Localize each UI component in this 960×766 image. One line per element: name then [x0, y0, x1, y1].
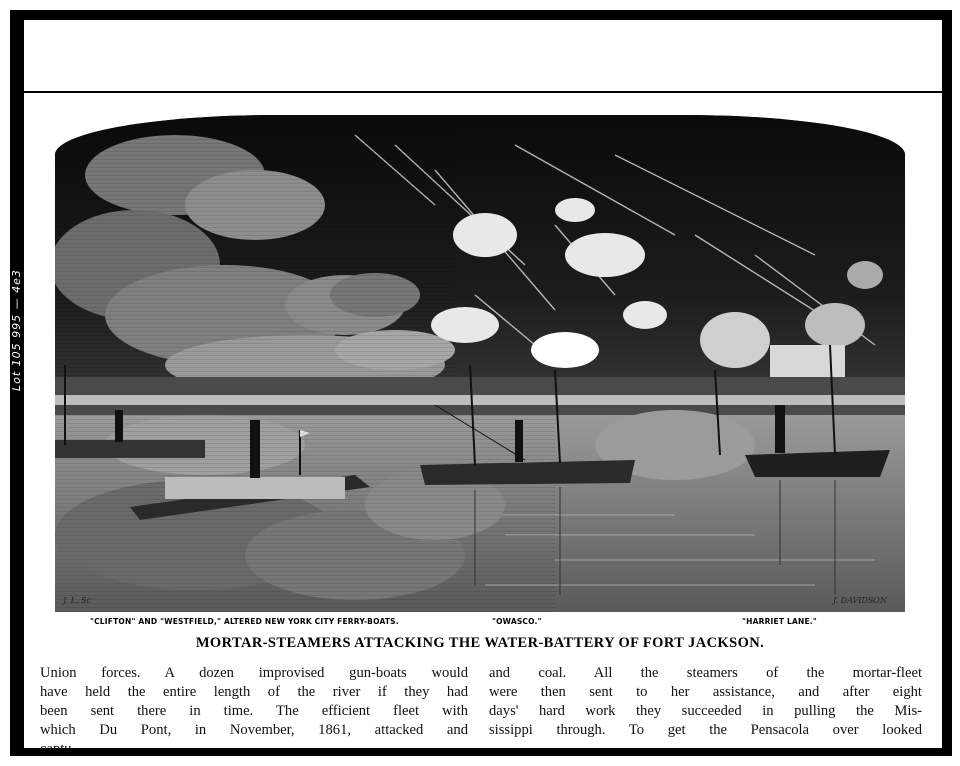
caption-owasco: "OWASCO." [492, 617, 542, 626]
scan-border-bottom [24, 748, 942, 756]
text-line: have held the entire length of the river if they had [40, 684, 468, 700]
text-line: were then sent to her assistance, and after eight [489, 684, 922, 700]
engraving-illustration [55, 115, 905, 612]
scan-border-right [942, 10, 952, 756]
text-line: Union forces. A dozen improvised gun-boats would [40, 665, 468, 681]
scan-border-top [10, 10, 950, 20]
caption-ferry-boats: "CLIFTON" AND "WESTFIELD," ALTERED NEW YORK CITY FERRY-BOATS. [90, 617, 399, 626]
figure-captions [30, 617, 930, 631]
engraving-scene [55, 115, 905, 612]
text-column-right [489, 664, 922, 740]
text-line: days' hard work they succeeded in pulling the Mis- [489, 703, 922, 719]
caption-harriet-lane: "HARRIET LANE." [742, 617, 817, 626]
page-rule [24, 91, 942, 93]
text-line: which Du Pont, in November, 1861, attacked and [40, 722, 468, 738]
text-line: sissippi through. To get the Pensacola over looked [489, 722, 922, 738]
smoke-cloud-left [55, 115, 455, 405]
text-line: been sent there in time. The efficient fleet with [40, 703, 468, 719]
engraver-signature-right: J. DAVIDSON [833, 596, 887, 605]
figure-title: MORTAR-STEAMERS ATTACKING THE WATER-BATTERY OF FORT JACKSON. [195, 635, 765, 651]
fort-jackson [770, 345, 845, 377]
archive-note: Lot 105 995 — 4e3 [10, 269, 23, 391]
text-column-left [40, 664, 468, 759]
engraver-signature-left: J. L. Sc [63, 596, 92, 605]
text-line: and coal. All the steamers of the mortar-fleet [489, 665, 922, 681]
